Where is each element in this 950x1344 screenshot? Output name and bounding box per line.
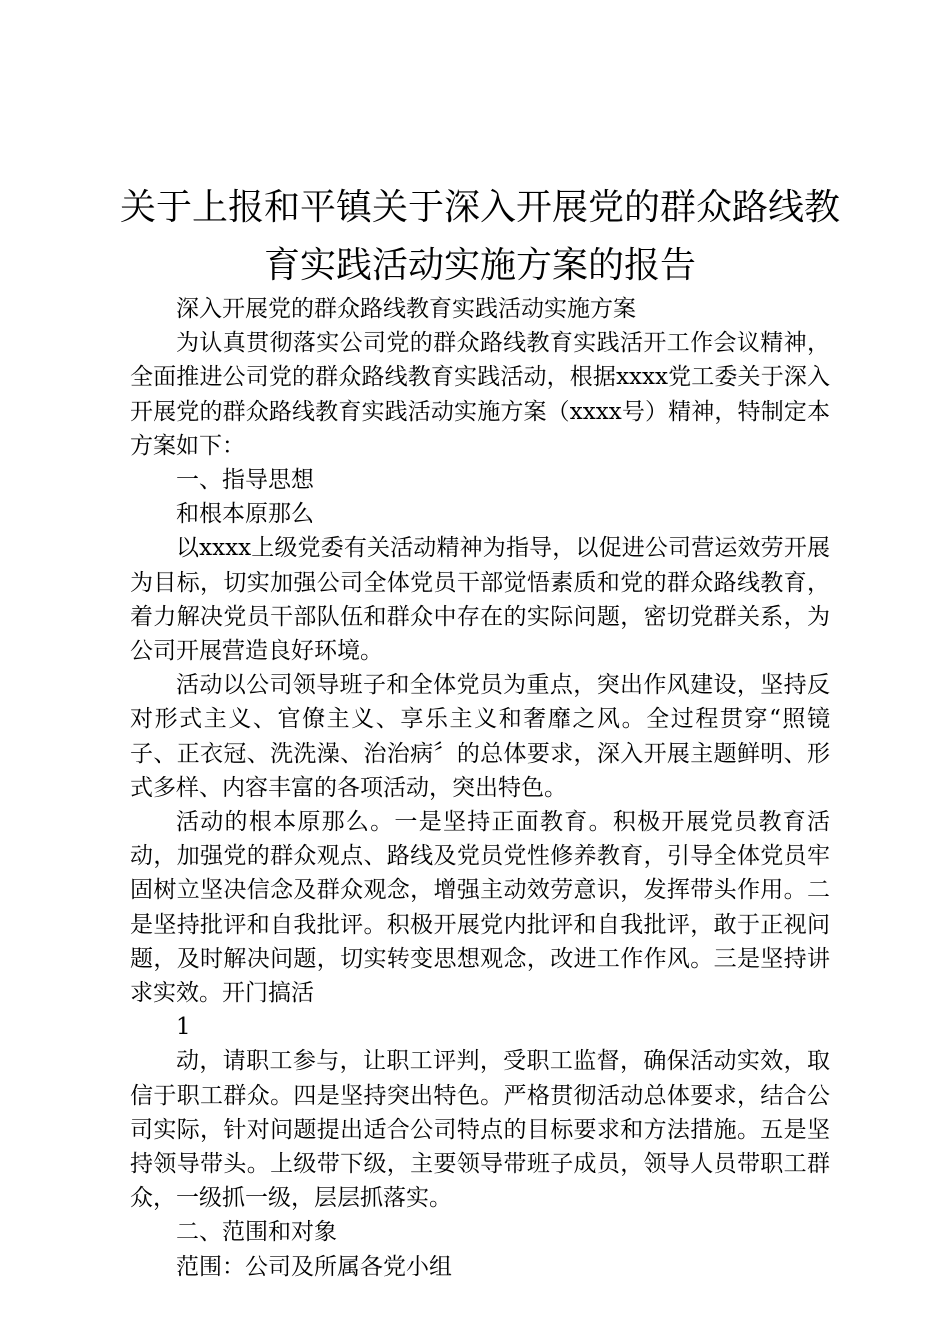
guidance-paragraph: 以xxxx上级党委有关活动精神为指导，以促进公司营运效劳开展为目标，切实加强公司全体党员干部觉悟素质和党的群众路线教育，着力解决党员干部队伍和群众中存在的实际问题，密切党群关系，为公司开展营造良好环境。 bbox=[130, 535, 830, 665]
page-number: 1 bbox=[176, 1014, 191, 1041]
document-title-line-1: 关于上报和平镇关于深入开展党的群众路线教 bbox=[120, 187, 841, 228]
subtitle-paragraph: 深入开展党的群众路线教育实践活动实施方案 bbox=[176, 296, 636, 322]
document-body bbox=[130, 292, 830, 1284]
section-heading-1-continued: 和根本原那么 bbox=[176, 501, 314, 528]
section-heading-1: 一、指导思想 bbox=[176, 467, 314, 494]
principles-paragraph-continued: 动，请职工参与，让职工评判，受职工监督，确保活动实效，取信于职工群众。四是坚持突出特色。严格贯彻活动总体要求，结合公司实际，针对问题提出适合公司特点的目标要求和方法措施。五是坚持领导带头。上级带下级，主要领导带班子成员，领导人员带职工群众，一级抓一级，层层抓落实。 bbox=[130, 1048, 830, 1212]
principles-paragraph: 活动的根本原那么。一是坚持正面教育。积极开展党员教育活动，加强党的群众观点、路线及党员党性修养教育，引导全体党员牢固树立坚决信念及群众观念，增强主动效劳意识，发挥带头作用。二是坚持批评和自我批评。积极开展党内批评和自我批评，敢于正视问题，及时解决问题，切实转变思想观念，改进工作作风。三是坚持讲求实效。开门搞活 bbox=[130, 809, 830, 1007]
focus-paragraph: 活动以公司领导班子和全体党员为重点，突出作风建设，坚持反对形式主义、官僚主义、享乐主义和奢靡之风。全过程贯穿“照镜子、正衣冠、洗洗澡、治治病〞的总体要求，深入开展主题鲜明、形式多样、内容丰富的各项活动，突出特色。 bbox=[130, 672, 830, 801]
intro-paragraph: 为认真贯彻落实公司党的群众路线教育实践活开工作会议精神，全面推进公司党的群众路线教育实践活动，根据xxxx党工委关于深入开展党的群众路线教育实践活动实施方案（xxxx号）精神，特制定本方案如下： bbox=[130, 330, 830, 459]
scope-paragraph: 范围：公司及所属各党小组 bbox=[176, 1253, 452, 1280]
section-heading-2: 二、范围和对象 bbox=[176, 1219, 337, 1246]
document-title-line-2: 育实践活动实施方案的报告 bbox=[263, 245, 696, 286]
